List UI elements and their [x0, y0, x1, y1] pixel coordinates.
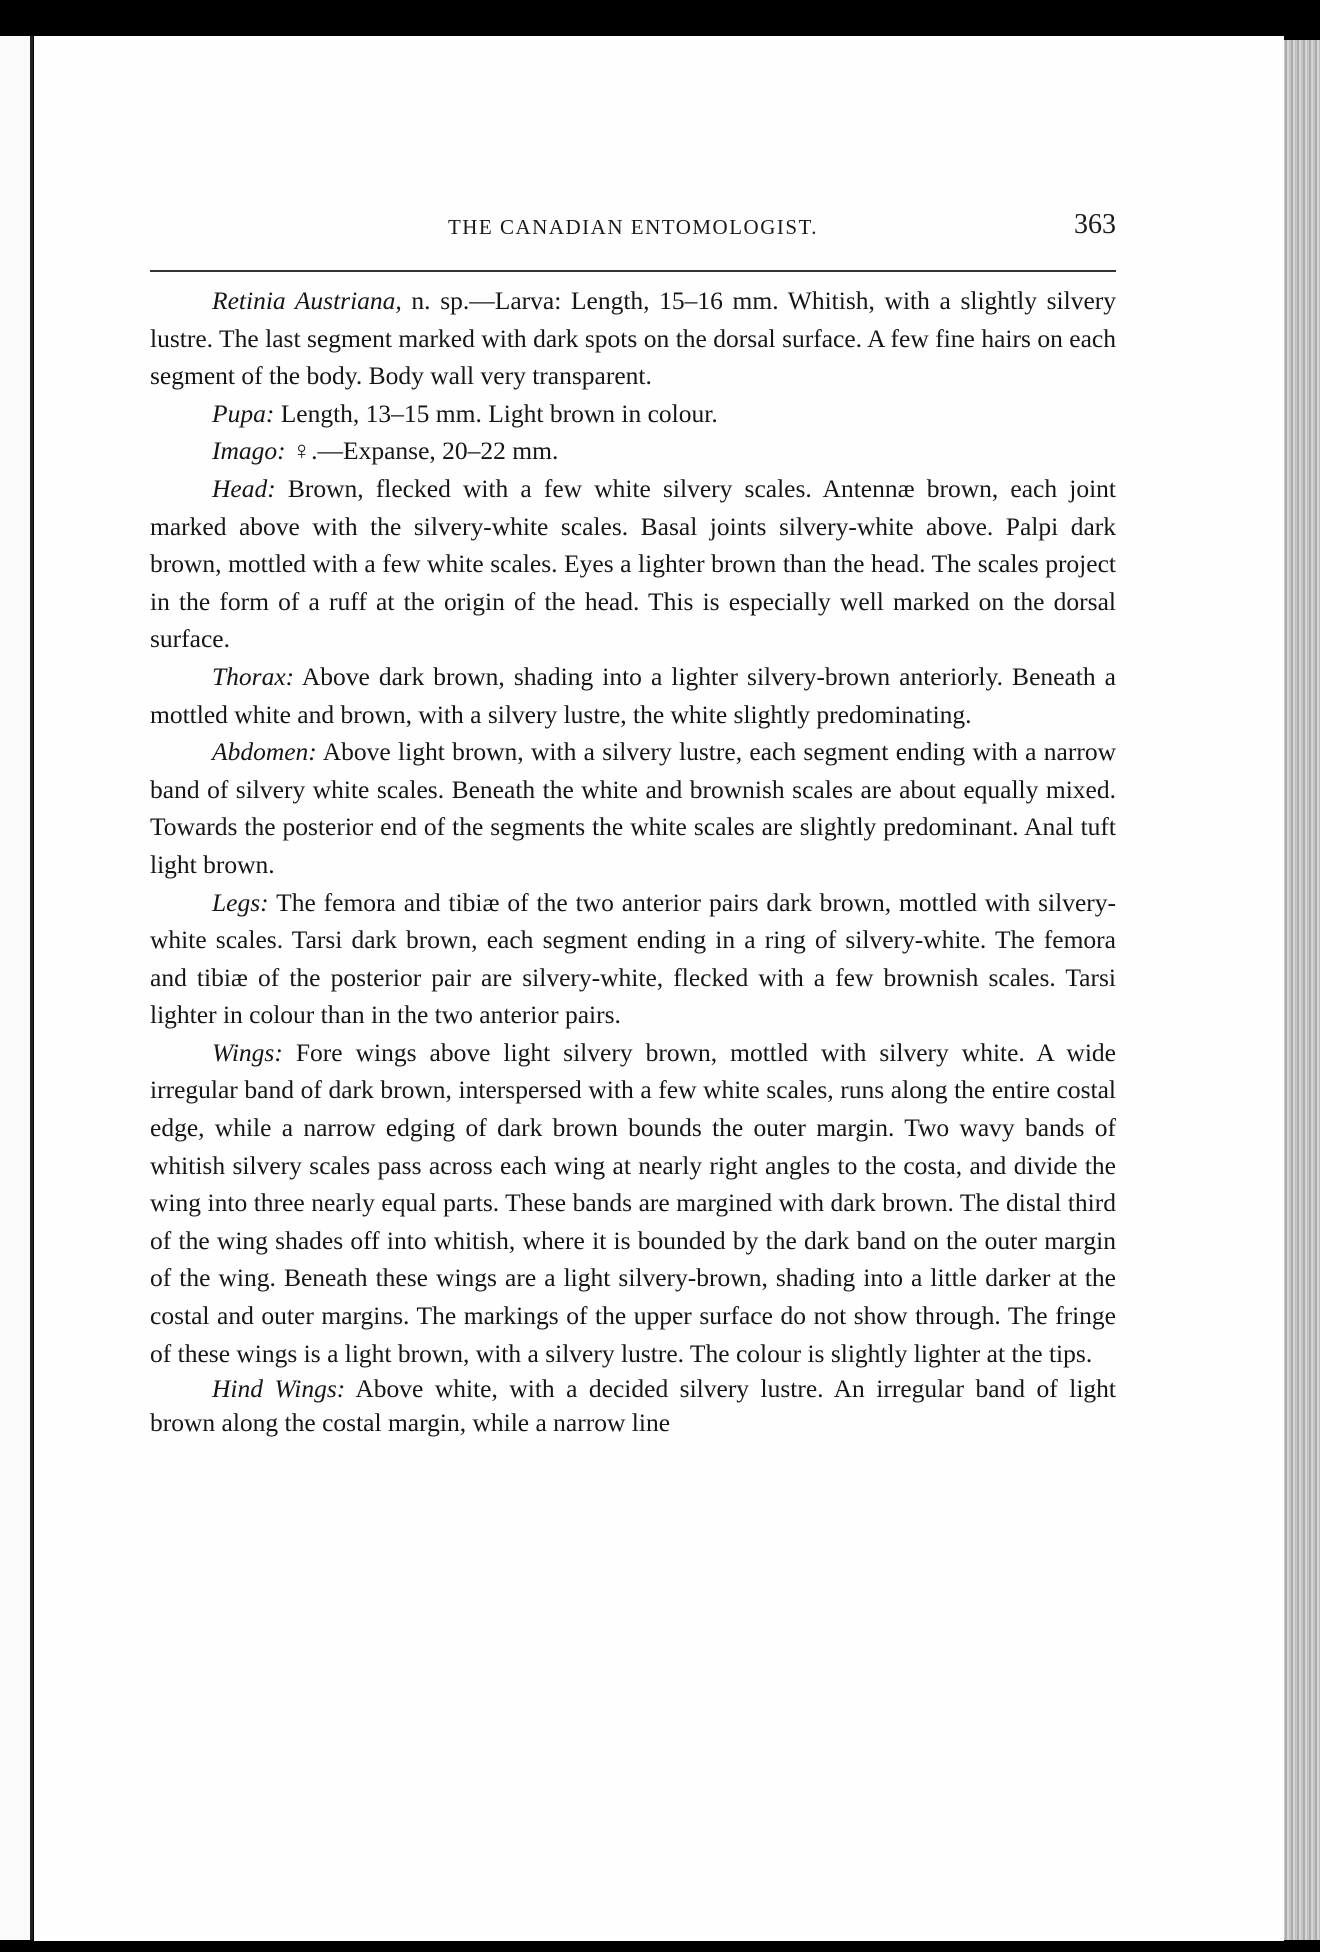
section-label-head: Head: [212, 473, 276, 503]
section-label-hind-wings: Hind Wings: [212, 1374, 346, 1404]
paragraph-imago [150, 432, 1116, 470]
section-label-imago: Imago: [212, 436, 286, 466]
paragraph-text: ♀.—Expanse, 20–22 mm. [285, 436, 559, 466]
paragraph-text: Brown, flecked with a few white silvery scales. Antennæ brown, each joint marked above with the silvery-white scales. Basal joints silvery-white above. Palpi dark brown, mottled with a few white scales. Eyes a lighter brown than the head. The scales project in the form of a ruff at the origin of the head. This is especially well marked on the dorsal surface. [150, 473, 1116, 654]
facing-page-edge [0, 36, 33, 1944]
paragraph-pupa [150, 395, 1116, 433]
section-label-pupa: Pupa: [212, 398, 275, 428]
paragraph-text: The femora and tibiæ of the two anterior pairs dark brown, mottled with silvery-white scales. Tarsi dark brown, each segment ending in a ring of silvery-white. The femora and tibiæ of the posterior pair are silvery-white, flecked with a few brownish scales. Tarsi lighter in colour than in the two anterior pairs. [150, 887, 1116, 1030]
page-stack-edges [1284, 40, 1320, 1940]
paragraph-text: Above white, with a decided silvery lustre. An irregular band of light brown along the costal margin, while a narrow line [150, 1374, 1116, 1438]
running-title: THE CANADIAN ENTOMOLOGIST. [447, 215, 819, 239]
paragraph-text: n. sp.—Larva: Length, 15–16 mm. Whitish, with a slightly silvery lustre. The last segment marked with dark spots on the dorsal surface. A few fine hairs on each segment of the body. Body wall very transparent. [150, 286, 1117, 391]
paragraph-text: Fore wings above light silvery brown, mottled with silvery white. A wide irregular band of dark brown, interspersed with a few white scales, runs along the entire costal edge, while a narrow edging of dark brown bounds the outer margin. Two wavy bands of whitish silvery scales pass across each wing at nearly right angles to the costa, and divide the wing into three nearly equal parts. These bands are margined with dark brown. The distal third of the wing shades off into whitish, where it is bounded by the dark band on the outer margin of the wing. Beneath these wings are a light silvery-brown, shading into a little darker at the costal and outer margins. The markings of the upper surface do not show through. The fringe of these wings is a light brown, with a silvery lustre. The colour is slightly lighter at the tips. [150, 1037, 1116, 1368]
paragraph-hind-wings [150, 1372, 1116, 1440]
header-rule [150, 270, 1116, 272]
paragraph-text: Length, 13–15 mm. Light brown in colour. [274, 398, 718, 428]
section-label-abdomen: Abdomen: [212, 737, 317, 767]
paragraph-wings [150, 1034, 1116, 1372]
scan-border-top [0, 0, 1320, 36]
section-label-thorax: Thorax: [212, 661, 295, 691]
paragraph-thorax [150, 658, 1116, 733]
paragraph-text: Above light brown, with a silvery lustre, each segment ending with a narrow band of silvery white scales. Beneath the white and brownish scales are about equally mixed. Towards the posterior end of the segments the white scales are slightly predominant. Anal tuft light brown. [150, 737, 1116, 879]
paragraph-legs [150, 884, 1116, 1034]
paragraph-retinia-austriana [150, 282, 1116, 395]
species-name: Retinia Austriana, [212, 286, 402, 315]
scan-border-bottom [0, 1940, 1320, 1952]
paragraph-text: Above dark brown, shading into a lighter silvery-brown anteriorly. Beneath a mottled white and brown, with a silvery lustre, the white slightly predominating. [150, 661, 1116, 729]
body-text [150, 282, 1116, 1440]
paragraph-abdomen [150, 733, 1116, 883]
section-label-legs: Legs: [212, 887, 269, 917]
section-label-wings: Wings: [212, 1037, 283, 1067]
page-number: 363 [1074, 209, 1116, 240]
paragraph-head [150, 470, 1116, 658]
page-header [150, 209, 1116, 255]
